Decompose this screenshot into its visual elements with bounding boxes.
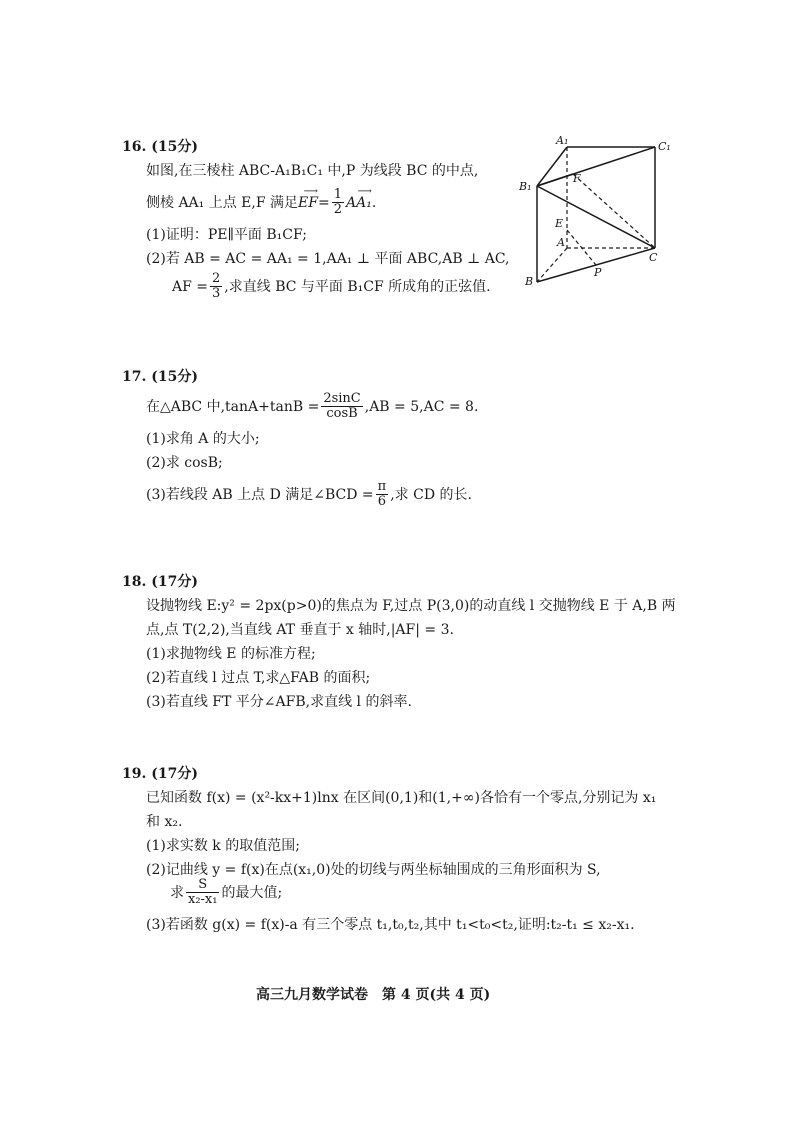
q17-frac-sin: $\frac{2\sin C}{\cos B}$	[323, 391, 361, 422]
label-f: F	[573, 172, 581, 185]
q16-vec-ef: ⟶ EF	[298, 185, 318, 211]
label-a: A	[557, 236, 565, 249]
q16-part3: AF = $\frac{2}{3}$ ,求直线 BC 与平面 B₁CF 所成角的正弦值.	[172, 271, 491, 302]
q19-part3: (3)若函数 g(x) = f(x)-a 有三个零点 t₁,t₀,t₂,其中 t₁<t₀<t₂,证明:t₂-t₁ ≤ x₂-x₁.	[146, 917, 635, 933]
label-c: C	[649, 251, 658, 264]
label-b1: B₁	[519, 180, 532, 193]
q16-line2-end: .	[371, 194, 377, 211]
q16-header: 16. (15分)	[122, 139, 198, 155]
q19-part2: (2)记曲线 y = f(x)在点(x₁,0)处的切线与两坐标轴围成的三角形面积为 S,	[146, 862, 601, 878]
page-footer: 高三九月数学试卷 第 4 页(共 4 页)	[256, 987, 491, 1003]
q19-part1: (1)求实数 k 的取值范围;	[146, 838, 300, 854]
q16-line1: 如图,在三棱柱 ABC-A₁B₁C₁ 中,P 为线段 BC 的中点,	[146, 163, 479, 179]
q18-part3: (3)若直线 FT 平分∠AFB,求直线 l 的斜率.	[146, 694, 412, 710]
q16-vec-aa1: ⟶ AA₁	[345, 185, 372, 211]
q16-part1: (1)证明：PE∥平面 B₁CF;	[146, 227, 307, 243]
q17-part1: (1)求角 A 的大小;	[146, 431, 260, 447]
q17-header: 17. (15分)	[122, 369, 198, 385]
q16-frac-two-thirds: $\frac{2}{3}$	[212, 271, 221, 302]
q16-frac-half: $\frac{1}{2}$	[333, 187, 342, 218]
q18-line2: 点,点 T(2,2),当直线 AT 垂直于 x 轴时,|AF| = 3.	[146, 622, 454, 638]
q19-line2: 和 x₂.	[146, 814, 183, 830]
q17-line1: 在△ABC 中,tanA+tanB = $\frac{2\sin C}{\cos B}$ ,AB = 5,AC = 8.	[146, 391, 479, 422]
q16-line2-pre: 侧棱 AA₁ 上点 E,F 满足	[146, 194, 299, 211]
q16-eq: =	[317, 194, 330, 211]
q17-part3: (3)若线段 AB 上点 D 满足∠BCD = $\frac{\pi}{6}$ ,求 CD 的长.	[146, 479, 472, 510]
q17-frac-pi: $\frac{\pi}{6}$	[377, 479, 387, 510]
q17-part2: (2)求 cosB;	[146, 455, 223, 471]
label-b: B	[525, 275, 534, 288]
q18-line1: 设抛物线 E:y² = 2px(p>0)的焦点为 F,过点 P(3,0)的动直线 l 交抛物线 E 于 A,B 两	[146, 598, 676, 614]
q18-header: 18. (17分)	[122, 574, 198, 590]
label-e: E	[555, 217, 564, 230]
q18-part2: (2)若直线 l 过点 T,求△FAB 的面积;	[146, 670, 371, 686]
label-a1: A₁	[556, 134, 569, 147]
label-p: P	[594, 266, 602, 279]
q19-frac-s: $\frac{S}{\text{x₂-x₁}}$	[188, 877, 218, 908]
q16-part2: (2)若 AB = AC = AA₁ = 1,AA₁ ⊥ 平面 ABC,AB ⊥ AC,	[146, 251, 510, 267]
q16-line2	[146, 185, 377, 218]
q18-part1: (1)求抛物线 E 的标准方程;	[146, 646, 316, 662]
q19-line1: 已知函数 f(x) = (x²-kx+1)lnx 在区间(0,1)和(1,+∞)各恰有一个零点,分别记为 x₁	[146, 790, 657, 806]
q19-header: 19. (17分)	[122, 766, 198, 782]
edge-a1b1	[537, 147, 567, 186]
prism-figure	[515, 130, 675, 290]
q19-part2b: 求 $\frac{S}{\text{x₂-x₁}}$ 的最大值;	[170, 877, 283, 908]
label-c1: C₁	[658, 140, 671, 153]
